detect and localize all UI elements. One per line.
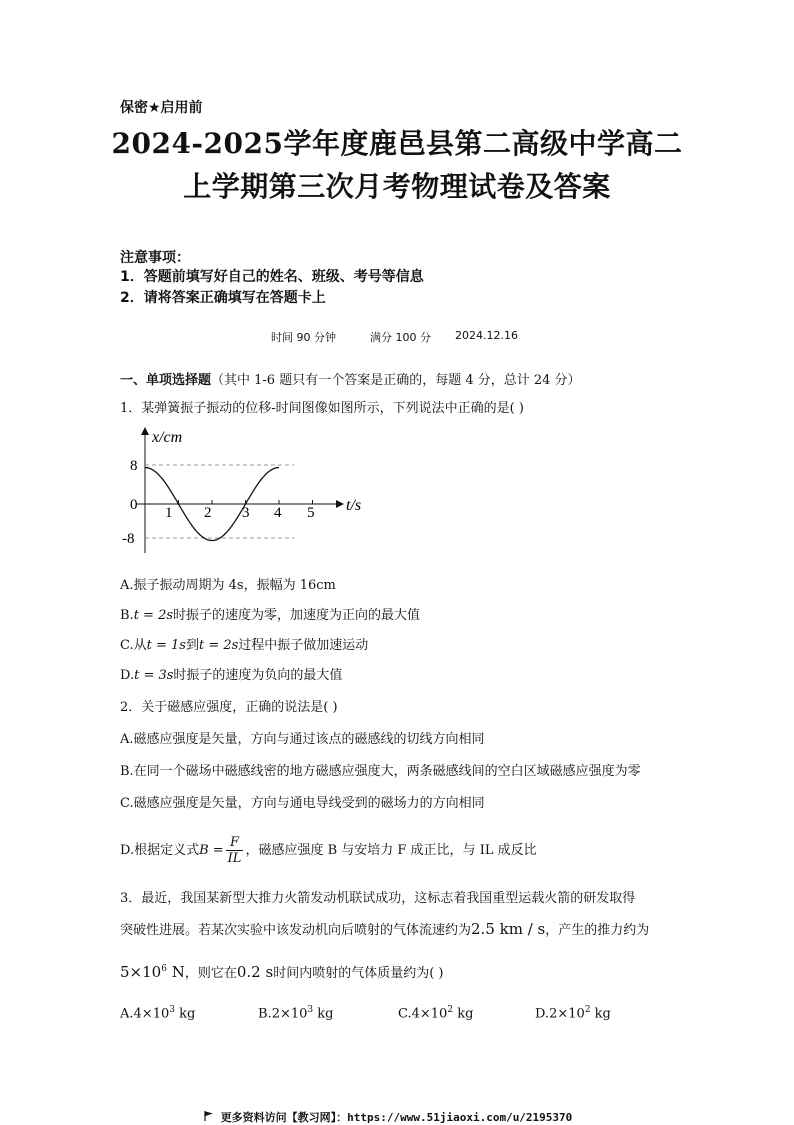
q3-line2-prefix: 突破性进展。若某次实验中该发动机向后喷射的气体流速约为 [120, 923, 472, 938]
question-3-option-d [535, 1005, 611, 1021]
option-b-prefix: B. [120, 608, 134, 623]
confidential-label: 保密★启用前 [120, 100, 203, 116]
opt-b-label: B. [258, 1006, 272, 1022]
option-b-text: 时振子的速度为零，加速度为正向的最大值 [173, 608, 421, 623]
opt-d-base: 2×10 [549, 1006, 585, 1022]
question-2-option-a: A.磁感应强度是矢量，方向与通过该点的磁感线的切线方向相同 [120, 732, 485, 747]
page-title-line2: 上学期第三次月考物理试卷及答案 [183, 170, 611, 203]
x-axis-label: t/s [346, 497, 362, 514]
opt-d-label: D. [535, 1006, 550, 1022]
footer-text[interactable]: 更多资料访问【教习网】：https://www.51jiaoxi.com/u/2195370 [220, 1111, 573, 1124]
q3-line3-mid: ，则它在 [184, 966, 237, 981]
option-b-math: t = 2s [133, 608, 174, 623]
x-tick-5: 5 [307, 505, 315, 521]
option-c-prefix: C.从 [120, 638, 147, 653]
question-2-option-d [120, 835, 537, 866]
option-d-text: ，磁感应强度 B 与安培力 F 成正比，与 IL 成反比 [245, 843, 537, 858]
page-title-line1: 2024-2025学年度鹿邑县第二高级中学高二 [111, 127, 683, 160]
opt-a-base: 4×10 [133, 1006, 170, 1022]
x-tick-1: 1 [165, 505, 173, 521]
opt-c-unit: kg [453, 1006, 474, 1022]
option-d-math: t = 3s [134, 668, 174, 683]
option-c-mid: 到 [185, 638, 199, 653]
y-tick-0: 0 [130, 497, 138, 513]
question-2-option-c: C.磁感应强度是矢量，方向与通电导线受到的磁场力的方向相同 [120, 796, 485, 811]
x-tick-4: 4 [274, 505, 282, 521]
question-2-stem: 2．关于磁感应强度，正确的说法是( ) [120, 700, 338, 715]
question-3-option-c [398, 1005, 473, 1021]
question-3-line-3 [120, 962, 443, 981]
q3-line2-suffix: ，产生的推力约为 [545, 923, 650, 938]
notice-item-1: 1．答题前填写好自己的姓名、班级、考号等信息 [120, 269, 424, 285]
question-3-line-1: 3．最近，我国某新型大推力火箭发动机联试成功，这标志着我国重型运载火箭的研发取得 [120, 891, 636, 906]
exam-score: 满分 100 分 [370, 331, 431, 344]
opt-d-unit: kg [590, 1006, 611, 1022]
y-axis-label: x/cm [152, 429, 183, 446]
thrust-exponent: 6 [161, 964, 167, 974]
opt-c-base: 4×10 [411, 1006, 448, 1022]
formula-lhs: B = [199, 843, 224, 858]
x-tick-2: 2 [204, 505, 212, 521]
exam-time: 时间 90 分钟 [271, 331, 336, 344]
x-axis-arrow [336, 500, 344, 508]
y-axis-arrow [141, 427, 149, 435]
fraction-numerator: F [226, 835, 244, 851]
opt-d-exp: 2 [584, 1005, 591, 1015]
thrust-base: 5×10 [120, 963, 162, 981]
flag-icon [204, 1111, 214, 1121]
fraction-denominator: IL [227, 851, 242, 866]
question-3-option-b [258, 1005, 333, 1021]
y-tick-8: 8 [130, 458, 138, 474]
displacement-time-graph [118, 425, 378, 555]
opt-a-exp: 3 [169, 1005, 175, 1015]
opt-a-label: A. [120, 1006, 134, 1022]
question-3-line-2 [120, 919, 649, 938]
question-1-option-a: A.振子振动周期为 4s，振幅为 16cm [120, 578, 336, 593]
time-value: 0.2 s [236, 963, 274, 981]
exam-date: 2024.12.16 [455, 329, 518, 342]
y-tick-neg8: -8 [122, 531, 135, 547]
question-1-option-b [120, 604, 420, 623]
section-title: 一、单项选择题 [120, 373, 212, 388]
formula-fraction [226, 835, 244, 866]
notice-item-2: 2．请将答案正确填写在答题卡上 [120, 290, 326, 306]
option-d-text: 时振子的速度为负向的最大值 [173, 668, 343, 683]
x-ticks [179, 500, 313, 504]
opt-b-base: 2×10 [271, 1006, 308, 1022]
notice-heading: 注意事项： [120, 250, 190, 266]
x-tick-3: 3 [242, 505, 250, 521]
question-3-option-a [120, 1005, 195, 1021]
question-1-stem: 1．某弹簧振子振动的位移-时间图像如图所示，下列说法中正确的是( ) [120, 401, 524, 416]
question-1-option-c [120, 634, 368, 653]
section-description: （其中 1-6 题只有一个答案是正确的，每题 4 分，总计 24 分） [211, 373, 581, 388]
q3-line3-suffix: 时间内喷射的气体质量约为( ) [273, 966, 444, 981]
option-c-text: 过程中振子做加速运动 [238, 638, 369, 653]
option-c-math1: t = 1s [146, 638, 186, 653]
opt-c-exp: 2 [447, 1005, 454, 1015]
gas-velocity-value: 2.5 km / s [471, 920, 546, 938]
thrust-value [120, 963, 185, 981]
option-d-prefix: D.根据定义式 [120, 843, 200, 858]
opt-c-label: C. [398, 1006, 412, 1022]
question-2-option-b: B.在同一个磁场中磁感线密的地方磁感应强度大，两条磁感线间的空白区域磁感应强度为零 [120, 764, 641, 779]
opt-b-exp: 3 [307, 1005, 314, 1015]
opt-b-unit: kg [313, 1006, 334, 1022]
opt-a-unit: kg [174, 1006, 196, 1022]
option-d-prefix: D. [120, 668, 135, 683]
section-heading [120, 369, 581, 388]
question-1-option-d [120, 664, 342, 683]
option-c-math2: t = 2s [198, 638, 239, 653]
thrust-unit: N [166, 963, 185, 981]
